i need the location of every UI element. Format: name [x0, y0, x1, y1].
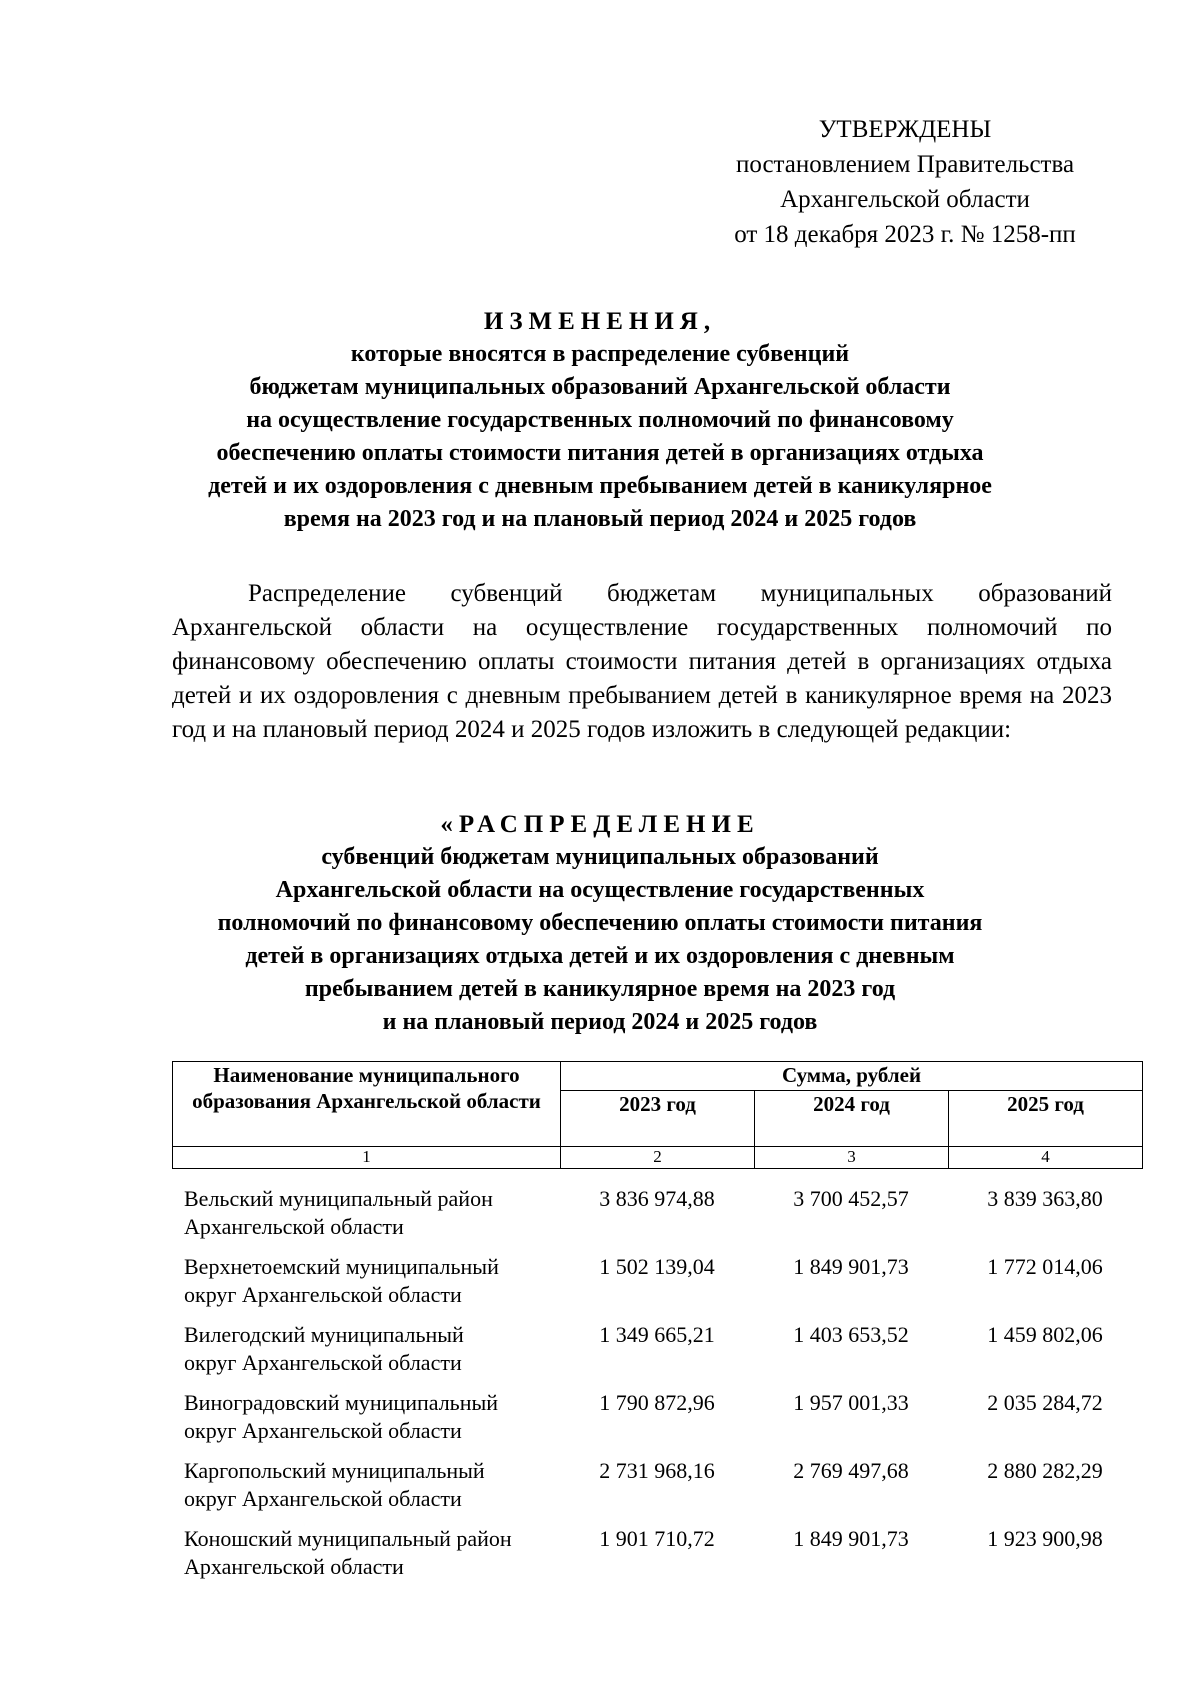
municipality-name — [172, 1253, 560, 1321]
column-number: 2 — [561, 1147, 755, 1169]
municipality-name — [172, 1321, 560, 1389]
title-line: бюджетам муниципальных образований Архангельской области — [249, 374, 951, 400]
table-row — [172, 1321, 1142, 1389]
column-number: 1 — [173, 1147, 561, 1169]
municipality-name-line: Архангельской области — [184, 1554, 404, 1579]
value-2024: 1 957 001,33 — [793, 1390, 909, 1415]
table-header — [172, 1061, 1143, 1169]
value-2025: 2 880 282,29 — [987, 1458, 1103, 1483]
value-2024: 2 769 497,68 — [793, 1458, 909, 1483]
title-heading: ИЗМЕНЕНИЯ, — [483, 308, 717, 335]
distribution-title-line: детей в организациях отдыха детей и их оздоровления с дневным — [245, 943, 955, 969]
title-line: детей и их оздоровления с дневным пребыванием детей в каникулярное — [208, 473, 992, 499]
approval-line-4: от 18 декабря 2023 г. № 1258-пп — [734, 221, 1076, 248]
value-2023: 1 901 710,72 — [599, 1526, 715, 1551]
body-paragraph — [172, 577, 1112, 747]
distribution-heading: «РАСПРЕДЕЛЕНИЕ — [440, 811, 760, 838]
value-2023: 1 790 872,96 — [599, 1390, 715, 1415]
column-header-2023: 2023 год — [561, 1091, 755, 1147]
body-text: Распределение субвенций бюджетам муниципальных образований Архангельской области на осуществление государственных полномочий по финансовому обеспечению оплаты стоимости питания детей в организациях отдыха детей и их оздоровления с дневным пребыванием детей в каникулярное время на 2023 год и на плановый период 2024 и 2025 годов изложить в следующей редакции: — [172, 580, 1112, 743]
value-2024: 1 403 653,52 — [793, 1322, 909, 1347]
municipality-name — [172, 1525, 560, 1593]
value-2025: 1 923 900,98 — [987, 1526, 1103, 1551]
column-header-2025: 2025 год — [949, 1091, 1143, 1147]
value-2025: 2 035 284,72 — [987, 1390, 1103, 1415]
municipality-name — [172, 1389, 560, 1457]
municipality-name-line: Коношский муниципальный район — [184, 1526, 512, 1551]
column-number: 4 — [949, 1147, 1143, 1169]
approval-line-2: постановлением Правительства — [735, 151, 1075, 178]
value-2025: 3 839 363,80 — [987, 1186, 1103, 1211]
municipality-name-line: Вельский муниципальный район — [184, 1186, 493, 1211]
value-2025: 1 772 014,06 — [987, 1254, 1103, 1279]
value-2024: 1 849 901,73 — [793, 1526, 909, 1551]
municipality-name-line: округ Архангельской области — [184, 1418, 462, 1443]
municipality-name-line: округ Архангельской области — [184, 1350, 462, 1375]
value-2023: 1 502 139,04 — [599, 1254, 715, 1279]
approval-line-3: Архангельской области — [780, 186, 1030, 213]
approval-stamp — [690, 112, 1120, 252]
column-number: 3 — [755, 1147, 949, 1169]
distribution-title-line: полномочий по финансовому обеспечению оплаты стоимости питания — [217, 910, 983, 936]
municipality-name-line: Виноградовский муниципальный — [184, 1390, 499, 1415]
column-header-name: Наименование муниципального образования Архангельской области — [173, 1062, 561, 1147]
value-2024: 1 849 901,73 — [793, 1254, 909, 1279]
distribution-title — [140, 808, 1060, 1039]
municipality-name-line: Каргопольский муниципальный — [184, 1458, 485, 1483]
value-2023: 3 836 974,88 — [599, 1186, 715, 1211]
municipality-name — [172, 1457, 560, 1525]
table-row — [172, 1457, 1142, 1525]
distribution-title-line: Архангельской области на осуществление государственных — [275, 877, 925, 903]
municipality-name-line: Вилегодский муниципальный — [184, 1322, 464, 1347]
title-line: обеспечению оплаты стоимости питания детей в организациях отдыха — [216, 440, 984, 466]
municipality-name-line: Верхнетоемский муниципальный — [184, 1254, 499, 1279]
municipality-name-line: Архангельской области — [184, 1214, 404, 1239]
table-row — [172, 1185, 1142, 1253]
approval-line-1: УТВЕРЖДЕНЫ — [818, 116, 992, 143]
data-table — [172, 1185, 1142, 1593]
column-header-sum: Сумма, рублей — [561, 1062, 1143, 1091]
table-row — [172, 1253, 1142, 1321]
title-line: время на 2023 год и на плановый период 2024 и 2025 годов — [283, 506, 917, 532]
document-title — [140, 305, 1060, 536]
distribution-title-line: пребыванием детей в каникулярное время на 2023 год — [304, 976, 896, 1002]
municipality-name — [172, 1185, 560, 1253]
title-line: которые вносятся в распределение субвенций — [350, 341, 850, 367]
distribution-title-line: и на плановый период 2024 и 2025 годов — [382, 1009, 818, 1035]
column-header-2024: 2024 год — [755, 1091, 949, 1147]
municipality-name-line: округ Архангельской области — [184, 1486, 462, 1511]
value-2024: 3 700 452,57 — [793, 1186, 909, 1211]
table-row — [172, 1389, 1142, 1457]
value-2023: 2 731 968,16 — [599, 1458, 715, 1483]
value-2025: 1 459 802,06 — [987, 1322, 1103, 1347]
value-2023: 1 349 665,21 — [599, 1322, 715, 1347]
municipality-name-line: округ Архангельской области — [184, 1282, 462, 1307]
table-row — [172, 1525, 1142, 1593]
title-line: на осуществление государственных полномочий по финансовому — [246, 407, 954, 433]
distribution-title-line: субвенций бюджетам муниципальных образований — [321, 844, 879, 870]
